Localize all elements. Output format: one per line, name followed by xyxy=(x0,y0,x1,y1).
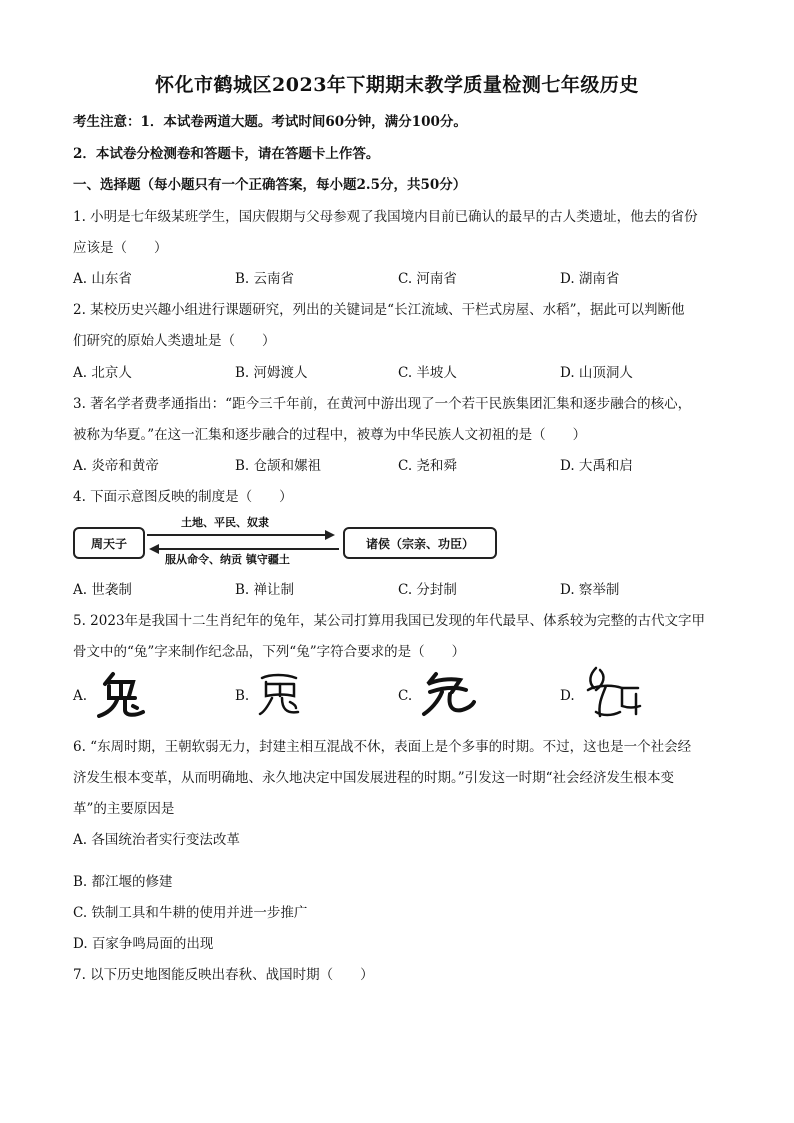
notice-line-1: 考生注意：1．本试卷两道大题。考试时间60分钟，满分100分。 xyxy=(73,114,467,130)
option-c[interactable]: C. 分封制 xyxy=(398,582,457,598)
option-b[interactable]: B. 云南省 xyxy=(235,271,295,287)
question-1-text: 1. 小明是七年级某班学生，国庆假期与父母参观了我国境内目前已确认的最早的古人类遗址，他去的省份 xyxy=(73,209,698,225)
vassal-box: 诸侯（宗亲、功臣） xyxy=(343,527,497,559)
option-b[interactable]: B. 都江堰的修建 xyxy=(73,874,173,890)
question-2-text-cont: 们研究的原始人类遗址是（ ） xyxy=(73,333,276,349)
rabbit-character-kaishu-image xyxy=(95,670,147,718)
option-c[interactable]: C. 半坡人 xyxy=(398,365,457,381)
option-a[interactable]: A. 世袭制 xyxy=(73,582,132,598)
section-heading: 一、选择题（每小题只有一个正确答案，每小题2.5分，共50分） xyxy=(73,177,467,193)
option-c[interactable]: C. 尧和舜 xyxy=(398,458,457,474)
option-d[interactable]: D. 大禹和启 xyxy=(560,458,633,474)
question-6-text-cont: 济发生根本变革，从而明确地、永久地决定中国发展进程的时期。”引发这一时期“社会经济发生根本变 xyxy=(73,770,675,786)
king-box: 周天子 xyxy=(73,527,145,559)
option-d[interactable]: D. xyxy=(560,688,575,704)
option-c[interactable]: C. 河南省 xyxy=(398,271,457,287)
question-3-text: 3. 著名学者费孝通指出：“距今三千年前，在黄河中游出现了一个若干民族集团汇集和逐步融合的核心， xyxy=(73,396,692,412)
feudal-system-diagram xyxy=(73,516,503,570)
option-b[interactable]: B. xyxy=(235,688,250,704)
option-d[interactable]: D. 湖南省 xyxy=(560,271,620,287)
question-3-text-cont: 被称为华夏。”在这一汇集和逐步融合的过程中，被尊为中华民族人文初祖的是（ ） xyxy=(73,427,587,443)
option-c[interactable]: C. 铁制工具和牛耕的使用并进一步推广 xyxy=(73,905,308,921)
question-6-text-cont-2: 革”的主要原因是 xyxy=(73,801,175,817)
option-d[interactable]: D. 百家争鸣局面的出现 xyxy=(73,936,214,952)
option-c[interactable]: C. xyxy=(398,688,413,704)
page-title: 怀化市鹤城区2023年下期期末教学质量检测七年级历史 xyxy=(155,74,639,96)
question-5-text: 5. 2023年是我国十二生肖纪年的兔年，某公司打算用我国已发现的年代最早、体系较为完整的古代文字甲 xyxy=(73,613,706,629)
option-b[interactable]: B. 禅让制 xyxy=(235,582,295,598)
top-arrow-label: 土地、平民、奴隶 xyxy=(181,516,269,529)
option-a[interactable]: A. 炎帝和黄帝 xyxy=(73,458,159,474)
option-d[interactable]: D. 察举制 xyxy=(560,582,620,598)
rabbit-oracle-bone-image xyxy=(582,664,646,722)
rabbit-character-seal-image xyxy=(256,672,302,718)
notice-line-2: 2．本试卷分检测卷和答题卡，请在答题卡上作答。 xyxy=(73,146,380,162)
option-b[interactable]: B. 仓颉和嫘祖 xyxy=(235,458,322,474)
option-a[interactable]: A. xyxy=(73,688,88,704)
question-5-text-cont: 骨文中的“兔”字来制作纪念品，下列“兔”字符合要求的是（ ） xyxy=(73,644,466,660)
question-7-text: 7. 以下历史地图能反映出春秋、战国时期（ ） xyxy=(73,967,374,983)
option-a[interactable]: A. 北京人 xyxy=(73,365,132,381)
option-d[interactable]: D. 山顶洞人 xyxy=(560,365,633,381)
option-b[interactable]: B. 河姆渡人 xyxy=(235,365,308,381)
bottom-arrow-label: 服从命令、纳贡 镇守疆土 xyxy=(165,553,290,566)
question-1-text-cont: 应该是（ ） xyxy=(73,240,168,256)
question-6-text: 6. “东周时期，王朝软弱无力，封建主相互混战不休，表面上是个多事的时期。不过，这也是一个社会经 xyxy=(73,739,692,755)
question-4-text: 4. 下面示意图反映的制度是（ ） xyxy=(73,489,293,505)
option-a[interactable]: A. 各国统治者实行变法改革 xyxy=(73,832,240,848)
question-2-text: 2. 某校历史兴趣小组进行课题研究，列出的关键词是“长江流域、干栏式房屋、水稻”，据此可以判断他 xyxy=(73,302,685,318)
rabbit-character-cursive-image xyxy=(420,670,476,718)
option-a[interactable]: A. 山东省 xyxy=(73,271,132,287)
